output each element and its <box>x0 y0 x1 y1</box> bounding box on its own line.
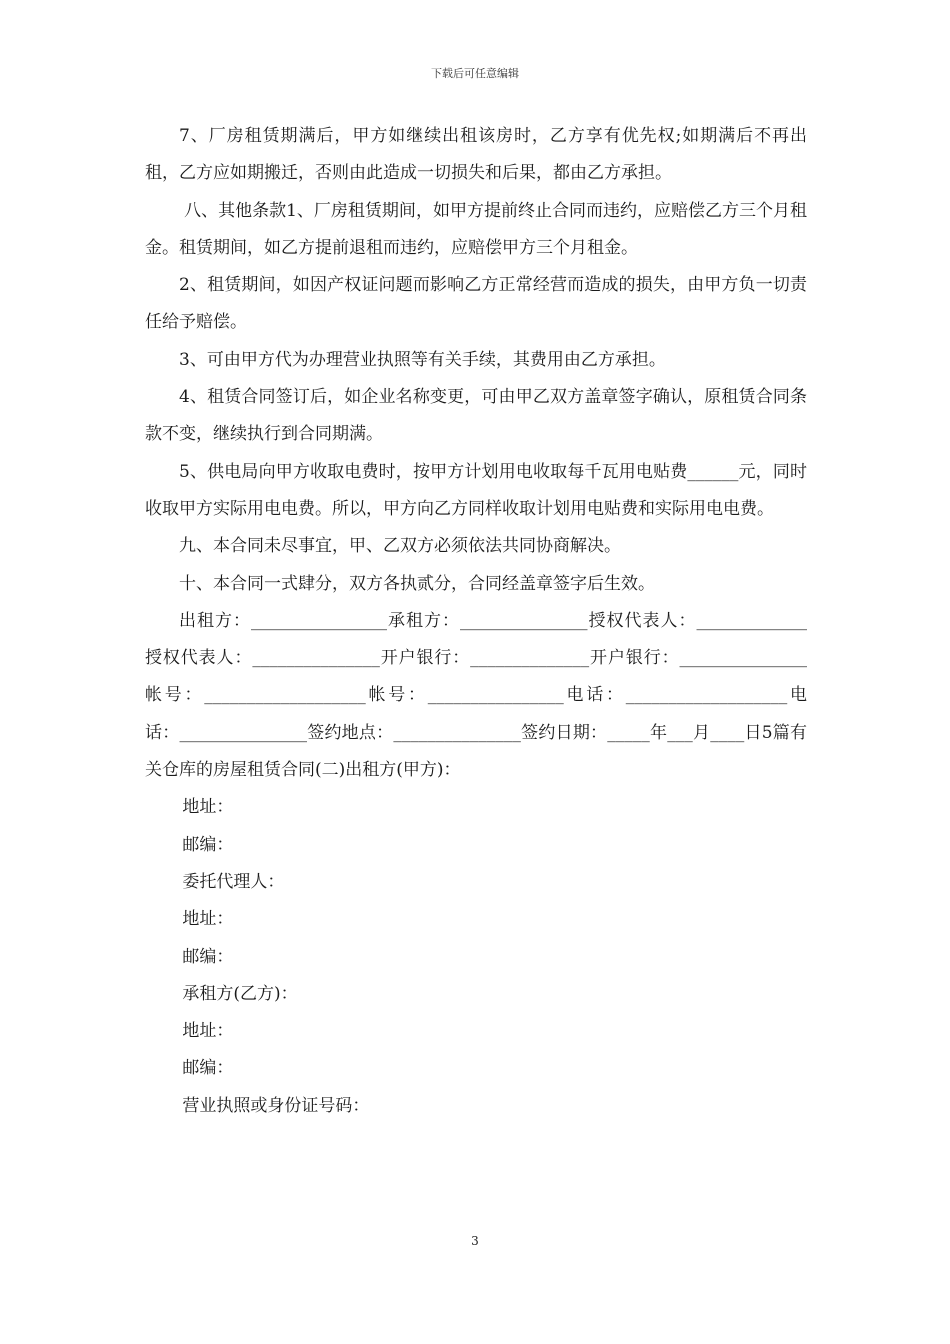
agent-address-label: 地址： <box>182 909 234 930</box>
clause-8-5: 5、供电局向甲方收取电费时，按甲方计划用电收取每千瓦用电贴费______元，同时收取甲方实际用电电费。所以，甲方向乙方同样收取计划用电贴费和实际用电电费。 <box>145 461 807 519</box>
clause-7: 7、厂房租赁期满后，甲方如继续出租该房时，乙方享有优先权;如期满后不再出租，乙方应如期搬迁，否则由此造成一切损失和后果，都由乙方承担。 <box>145 126 807 184</box>
signature-block: 出租方：________________承租方：_______________授权代表人：_____________授权代表人：_______________开户银行：______________开户银行：_______________帐号：___________________帐号：________________电话：___________________电话：_______________签约地点：_______________签约日期：_____年___月____日5篇有关仓库的房屋租赁合同(二)出租方(甲方)： <box>145 610 807 781</box>
business-license-label: 营业执照或身份证号码： <box>182 1095 370 1116</box>
lessor-postcode-label: 邮编： <box>182 834 234 855</box>
page-number: 3 <box>471 1234 479 1248</box>
lessee-postcode-label: 邮编： <box>182 1058 234 1079</box>
lessee-label: 承租方(乙方)： <box>182 983 298 1004</box>
clause-9: 九、本合同未尽事宜，甲、乙双方必须依法共同协商解决。 <box>179 536 621 557</box>
agent-label: 委托代理人： <box>182 871 285 892</box>
lessee-address-label: 地址： <box>182 1021 234 1042</box>
clause-8-2: 2、租赁期间，如因产权证问题而影响乙方正常经营而造成的损失，由甲方负一切责任给予赔偿。 <box>145 275 807 333</box>
clause-8-4: 4、租赁合同签订后，如企业名称变更，可由甲乙双方盖章签字确认，原租赁合同条款不变，继续执行到合同期满。 <box>145 387 807 445</box>
agent-postcode-label: 邮编： <box>182 946 234 967</box>
page-header: 下载后可任意编辑 <box>431 67 519 80</box>
lessor-address-label: 地址： <box>182 797 234 818</box>
document-body <box>145 118 807 1125</box>
clause-8-other-terms: 八、其他条款1、厂房租赁期间，如甲方提前终止合同而违约，应赔偿乙方三个月租金。租赁期间，如乙方提前退租而违约，应赔偿甲方三个月租金。 <box>145 200 807 258</box>
clause-10: 十、本合同一式肆分，双方各执贰分，合同经盖章签字后生效。 <box>179 573 655 594</box>
clause-8-3: 3、可由甲方代为办理营业执照等有关手续，其费用由乙方承担。 <box>179 349 666 370</box>
